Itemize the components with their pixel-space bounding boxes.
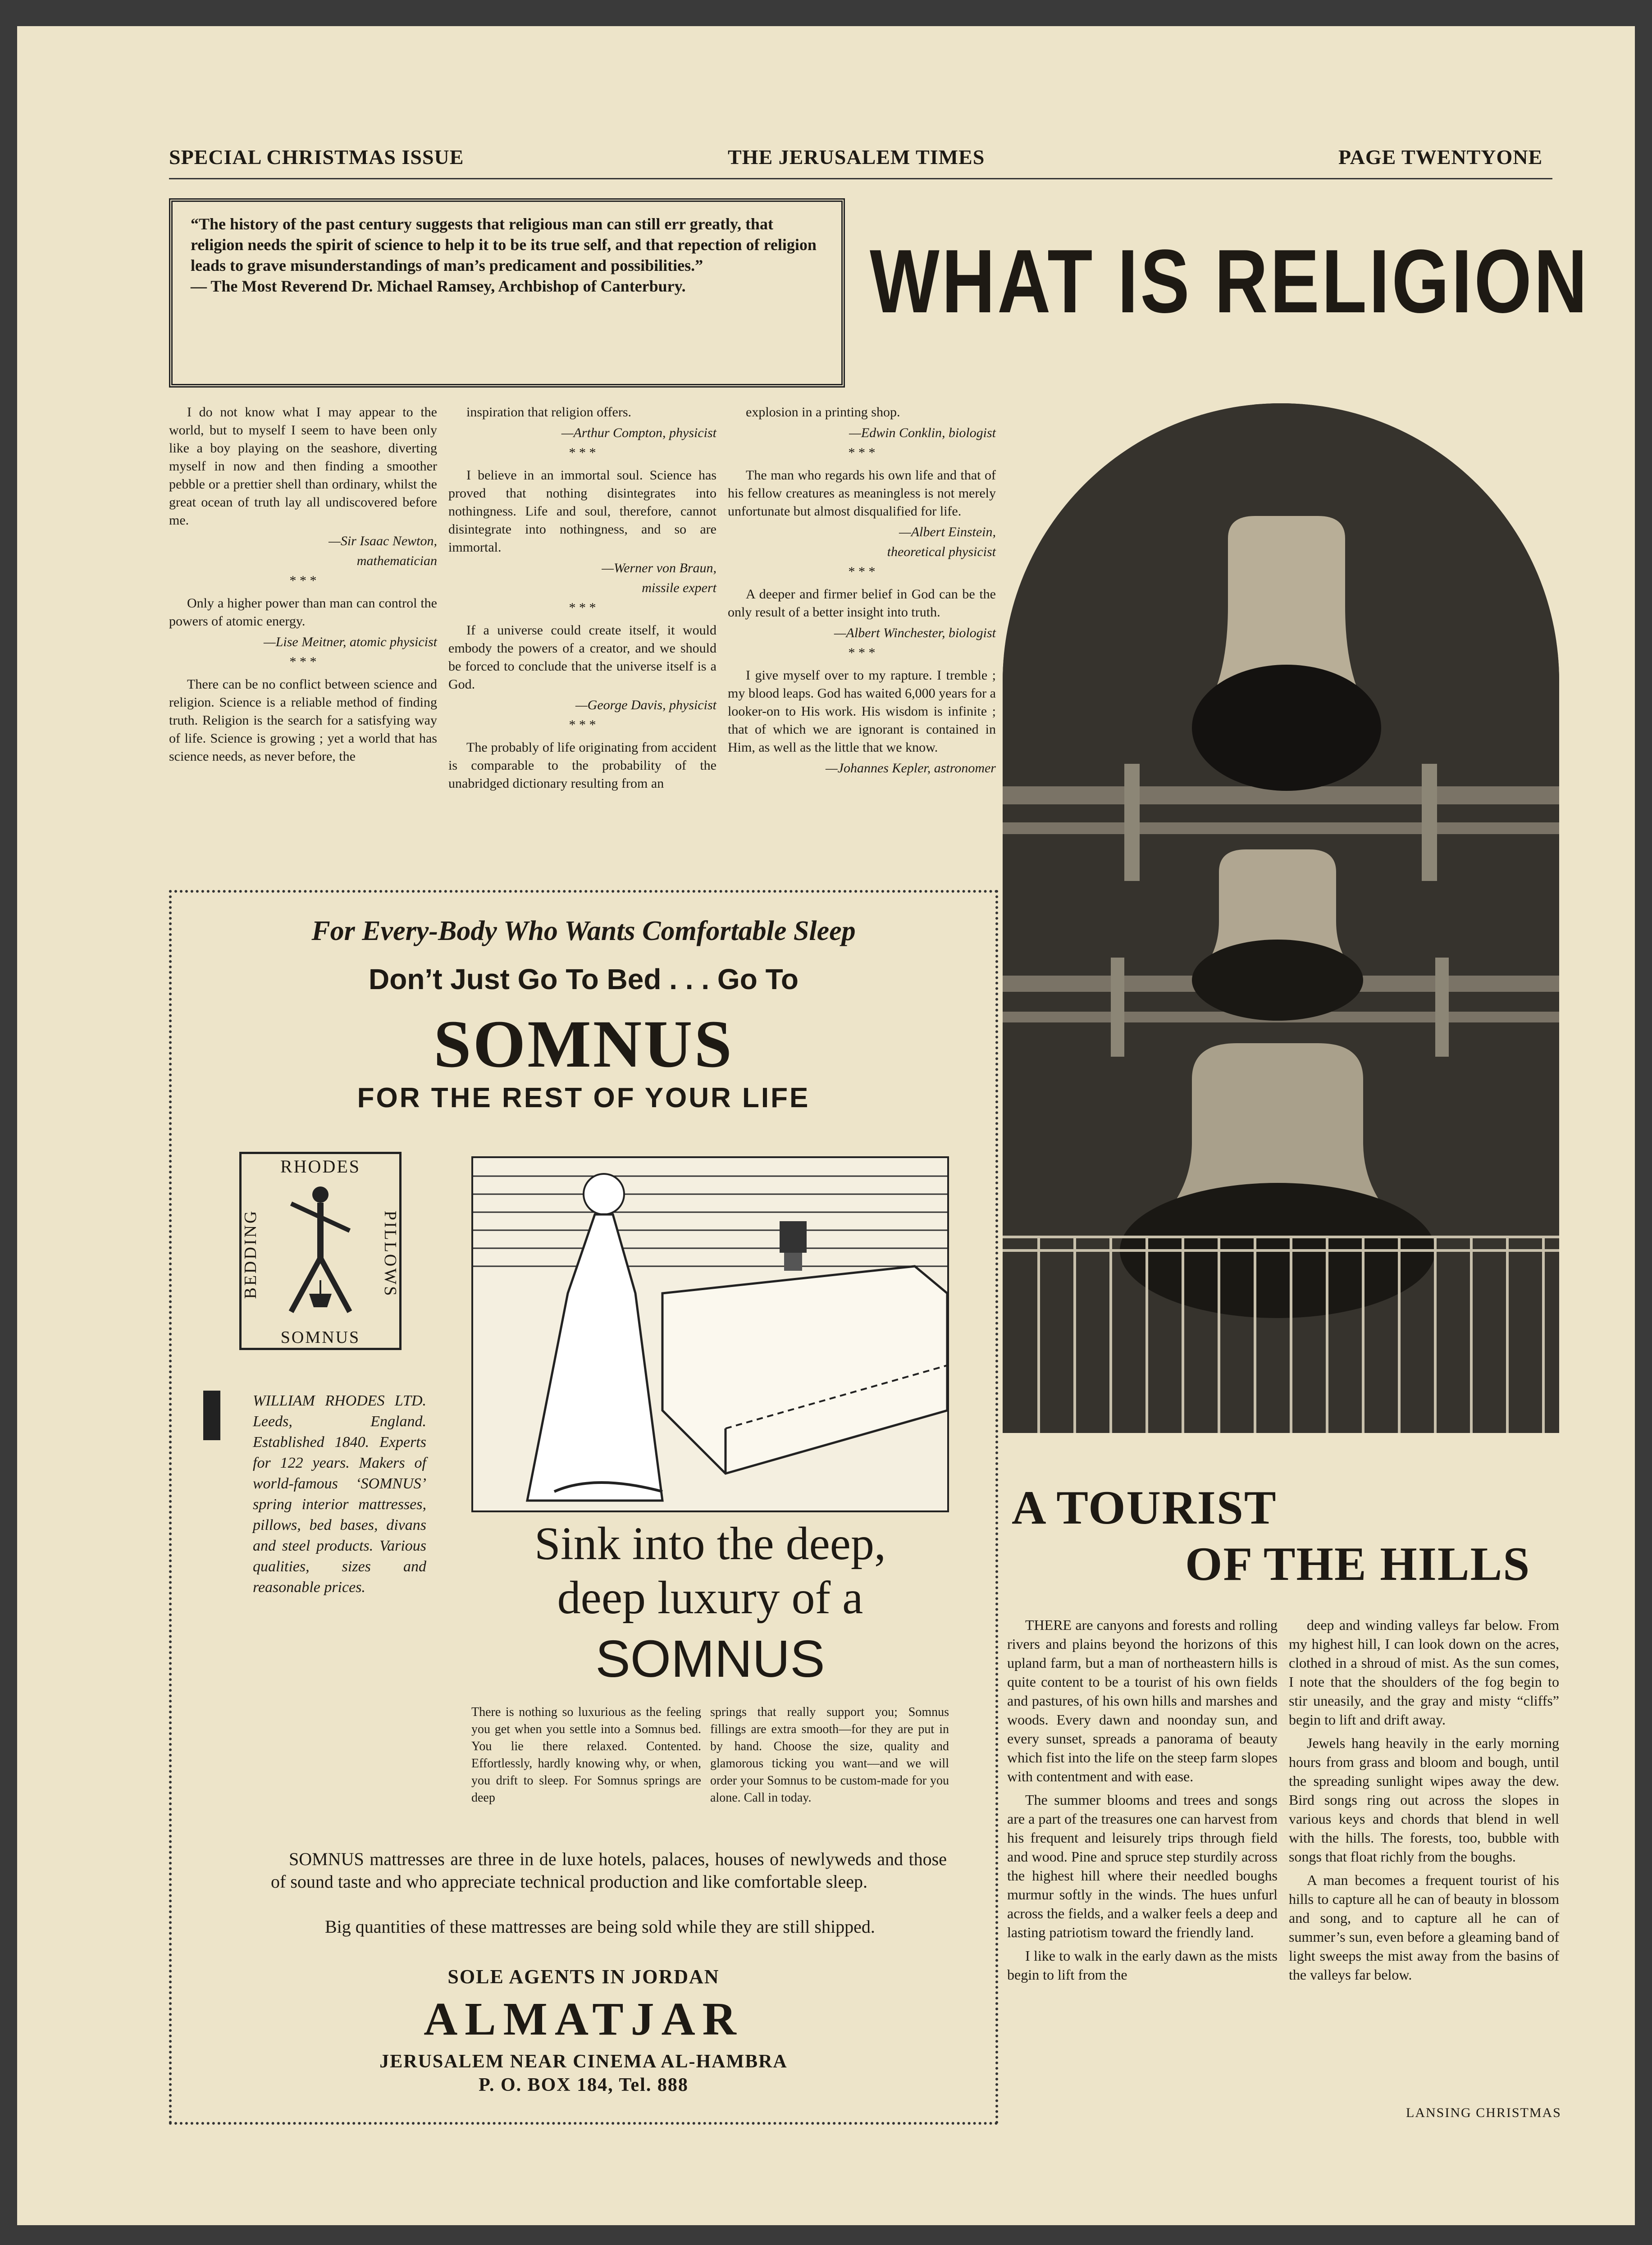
archbishop-quote-box bbox=[169, 198, 845, 388]
section-separator: * * * bbox=[848, 564, 876, 579]
newspaper-name: THE JERUSALEM TIMES bbox=[728, 146, 985, 169]
section-separator: * * * bbox=[848, 445, 876, 460]
header-rule bbox=[169, 178, 1552, 179]
tourist-column-1 bbox=[1007, 1615, 1278, 1989]
ad-small-text-left: There is nothing so luxurious as the feeling you get when you settle into a Somnus bed. You lie there relaxed. Contented. Effortlessly, hardly knowing why, or when, you drift to sleep. For Somnus springs are deep bbox=[471, 1705, 701, 1805]
quote-attribution-line: —Werner von Braun, bbox=[602, 561, 716, 575]
ad-tagline: For Every-Body Who Wants Comfortable Sleep bbox=[311, 916, 856, 946]
agent-pobox: P. O. BOX 184, Tel. 888 bbox=[479, 2075, 689, 2095]
quote-paragraph: There can be no conflict between science and religion. Science is a reliable method of finding truth. Religion is the search for a satisfying way of life. Science is growing ; yet a world that has science needs, as never before, the bbox=[169, 677, 437, 764]
rhodes-logo bbox=[239, 1152, 402, 1350]
quote-paragraph: If a universe could create itself, it would embody the powers of a creator, and we should be forced to conclude that the universe itself is a God. bbox=[448, 623, 716, 692]
article-byline: LANSING CHRISTMAS bbox=[1406, 2105, 1561, 2120]
quote-attribution-line: —Lise Meitner, atomic physicist bbox=[264, 634, 437, 649]
quote-paragraph: Only a higher power than man can control the powers of atomic energy. bbox=[169, 596, 437, 629]
sink-line-1: Sink into the deep, bbox=[534, 1518, 886, 1570]
section-separator: * * * bbox=[569, 600, 596, 615]
quote-attribution-line: —Johannes Kepler, astronomer bbox=[825, 761, 996, 776]
maker-info: WILLIAM RHODES LTD. Leeds, England. Established 1840. Experts for 122 years. Makers of world-famous ‘SOMNUS’ spring interior mattresses, pillows, bed bases, divans and steel products. Various qualities, sizes and reasonable prices. bbox=[253, 1392, 426, 1596]
quote-paragraph: explosion in a printing shop. bbox=[746, 405, 900, 420]
ad-brand: SOMNUS bbox=[434, 1007, 734, 1081]
quote-paragraph: The probably of life originating from accident is comparable to the probability of the unabridged dictionary resulting from an bbox=[448, 740, 716, 791]
agent-address: JERUSALEM NEAR CINEMA AL-HAMBRA bbox=[379, 2051, 788, 2072]
ad-body-1: SOMNUS mattresses are three in de luxe hotels, palaces, houses of newlyweds and those of sound taste and who appreciate technical production and like comfortable sleep. bbox=[271, 1849, 947, 1892]
sink-line-2: deep luxury of a bbox=[557, 1572, 863, 1624]
maker-marker bbox=[203, 1391, 220, 1440]
quote-attribution-line: —Albert Winchester, biologist bbox=[834, 625, 996, 640]
issue-label: SPECIAL CHRISTMAS ISSUE bbox=[169, 146, 464, 169]
logo-right-text: PILLOWS bbox=[381, 1210, 400, 1298]
quote-attribution-line: —Arthur Compton, physicist bbox=[561, 425, 716, 440]
quotes-column-3 bbox=[728, 403, 996, 779]
bell-tower-photo bbox=[1003, 403, 1559, 1433]
article-paragraph: THERE are canyons and forests and rolling rivers and plains beyond the horizons of this upland farm, but a man of northeastern hills is quite content to be a tourist of his own fields and pastures, of his own hills and marshes and woods. Every dawn and noonday sun, and every sunset, spreads a panorama of beauty which fist into the life on the steep farm slopes with contentment and with ease. bbox=[1007, 1617, 1278, 1784]
quote-attribution-line: —George Davis, physicist bbox=[575, 698, 716, 712]
logo-left-text: BEDDING bbox=[241, 1209, 260, 1299]
quote-paragraph: I give myself over to my rapture. I tremble ; my blood leaps. God has waited 6,000 years for a looker-on to His work. His wisdom is infinite ; that of which we are ignorant is contained in Him, as well as the little that we know. bbox=[728, 668, 996, 755]
sole-agents-label: SOLE AGENTS IN JORDAN bbox=[447, 1966, 720, 1988]
tourist-title-line-1: A TOURIST bbox=[1012, 1481, 1277, 1534]
logo-bottom-text: SOMNUS bbox=[280, 1328, 361, 1347]
article-paragraph: deep and winding valleys far below. From my highest hill, I can look down on the acres, clothed in a shroud of mist. As the sun comes, I note that the shoulders of the fog begin to stir uneasily, and the gray and misty “cliffs” begin to lift and drift away. bbox=[1289, 1617, 1559, 1728]
agent-name: ALMATJAR bbox=[424, 1993, 744, 2045]
ad-body-2: Big quantities of these mattresses are being sold while they are still shipped. bbox=[325, 1916, 875, 1937]
quotes-column-1 bbox=[169, 403, 437, 768]
ad-brand-sub: FOR THE REST OF YOUR LIFE bbox=[357, 1082, 810, 1113]
article-paragraph: I like to walk in the early dawn as the mists begin to lift from the bbox=[1007, 1948, 1278, 1983]
quote-attribution-line: missile expert bbox=[642, 580, 716, 595]
tourist-title-line-2: OF THE HILLS bbox=[1185, 1538, 1531, 1590]
page-title: WHAT IS RELIGION bbox=[870, 231, 1590, 332]
article-paragraph: The summer blooms and trees and songs are a part of the treasures one can harvest from his frequent and leisurely trips through field and wood. Pine and spruce step sturdily across the highest hill where their needled boughs murmur softly in the winds. The hues unfurl across the fields, and a walker feels a deep and lasting patriotism toward the friendly land. bbox=[1007, 1792, 1278, 1940]
bed-and-woman-drawing bbox=[473, 1158, 947, 1510]
bedroom-illustration bbox=[471, 1156, 949, 1512]
quote-paragraph: The man who regards his own life and that of his fellow creatures as meaningless is not merely unfortunate but almost disqualified for life. bbox=[728, 468, 996, 519]
quote-text: “The history of the past century suggests that religious man can still err greatly, that religion needs the spirit of science to help it to be its true self, and that repection of religion leads to grave misunderstandings of man’s predicament and possibilities.” bbox=[191, 215, 817, 274]
somnus-advertisement bbox=[169, 890, 998, 2125]
article-paragraph: Jewels hang heavily in the early morning hours from grass and bloom and bough, until the spreading sunlight wipes away the dew. Bird songs ring out across the slopes in various keys and chords that blend in well with the hills. The forests, too, bubble with songs that float richly from the boughs. bbox=[1289, 1735, 1559, 1865]
quote-attribution: — The Most Reverend Dr. Michael Ramsey, Archbishop of Canterbury. bbox=[191, 277, 686, 295]
section-separator: * * * bbox=[569, 445, 596, 460]
quote-attribution-line: mathematician bbox=[356, 553, 437, 568]
section-separator: * * * bbox=[289, 573, 317, 588]
quotes-column-2 bbox=[448, 403, 716, 795]
section-separator: * * * bbox=[569, 717, 596, 732]
colossus-figure-icon bbox=[273, 1181, 368, 1325]
quote-paragraph: I do not know what I may appear to the world, but to myself I seem to have been only like a boy playing on the seashore, diverting myself in now and then finding a smoother pebble or a prettier shell than ordinary, whilst the great ocean of truth lay all undiscovered before me. bbox=[169, 405, 437, 528]
tourist-column-2 bbox=[1289, 1615, 1559, 1989]
quote-paragraph: A deeper and firmer belief in God can be the only result of a better insight into truth. bbox=[728, 587, 996, 620]
quote-paragraph: inspiration that religion offers. bbox=[466, 405, 632, 420]
section-separator: * * * bbox=[848, 645, 876, 660]
section-separator: * * * bbox=[289, 654, 317, 669]
logo-top-text: RHODES bbox=[280, 1156, 361, 1177]
ad-subline: Don’t Just Go To Bed . . . Go To bbox=[369, 963, 799, 995]
sink-brand: SOMNUS bbox=[595, 1629, 825, 1688]
page-number: PAGE TWENTYONE bbox=[1338, 146, 1543, 169]
quote-attribution-line: —Edwin Conklin, biologist bbox=[849, 425, 996, 440]
quote-paragraph: I believe in an immortal soul. Science has proved that nothing disintegrates into nothingness. Life and soul, therefore, cannot disintegrate into nothingness, and so are immortal. bbox=[448, 468, 716, 555]
ad-small-text-right: springs that really support you; Somnus fillings are extra smooth—for they are put in by hand. Choose the size, quality and glamorous ticking you want—and we will order your Somnus to be custom-made for you alone. Call in today. bbox=[710, 1705, 949, 1805]
article-paragraph: A man becomes a frequent tourist of his hills to capture all he can of beauty in blossom and song, and to capture all he can of summer’s sun, even before a gleaming band of light sweeps the mist away from the basins of the valleys far below. bbox=[1289, 1872, 1559, 1983]
quote-attribution-line: theoretical physicist bbox=[887, 544, 996, 559]
quote-attribution-line: —Sir Isaac Newton, bbox=[329, 534, 437, 548]
bells-illustration bbox=[1003, 403, 1559, 1433]
quote-attribution-line: —Albert Einstein, bbox=[899, 525, 996, 539]
